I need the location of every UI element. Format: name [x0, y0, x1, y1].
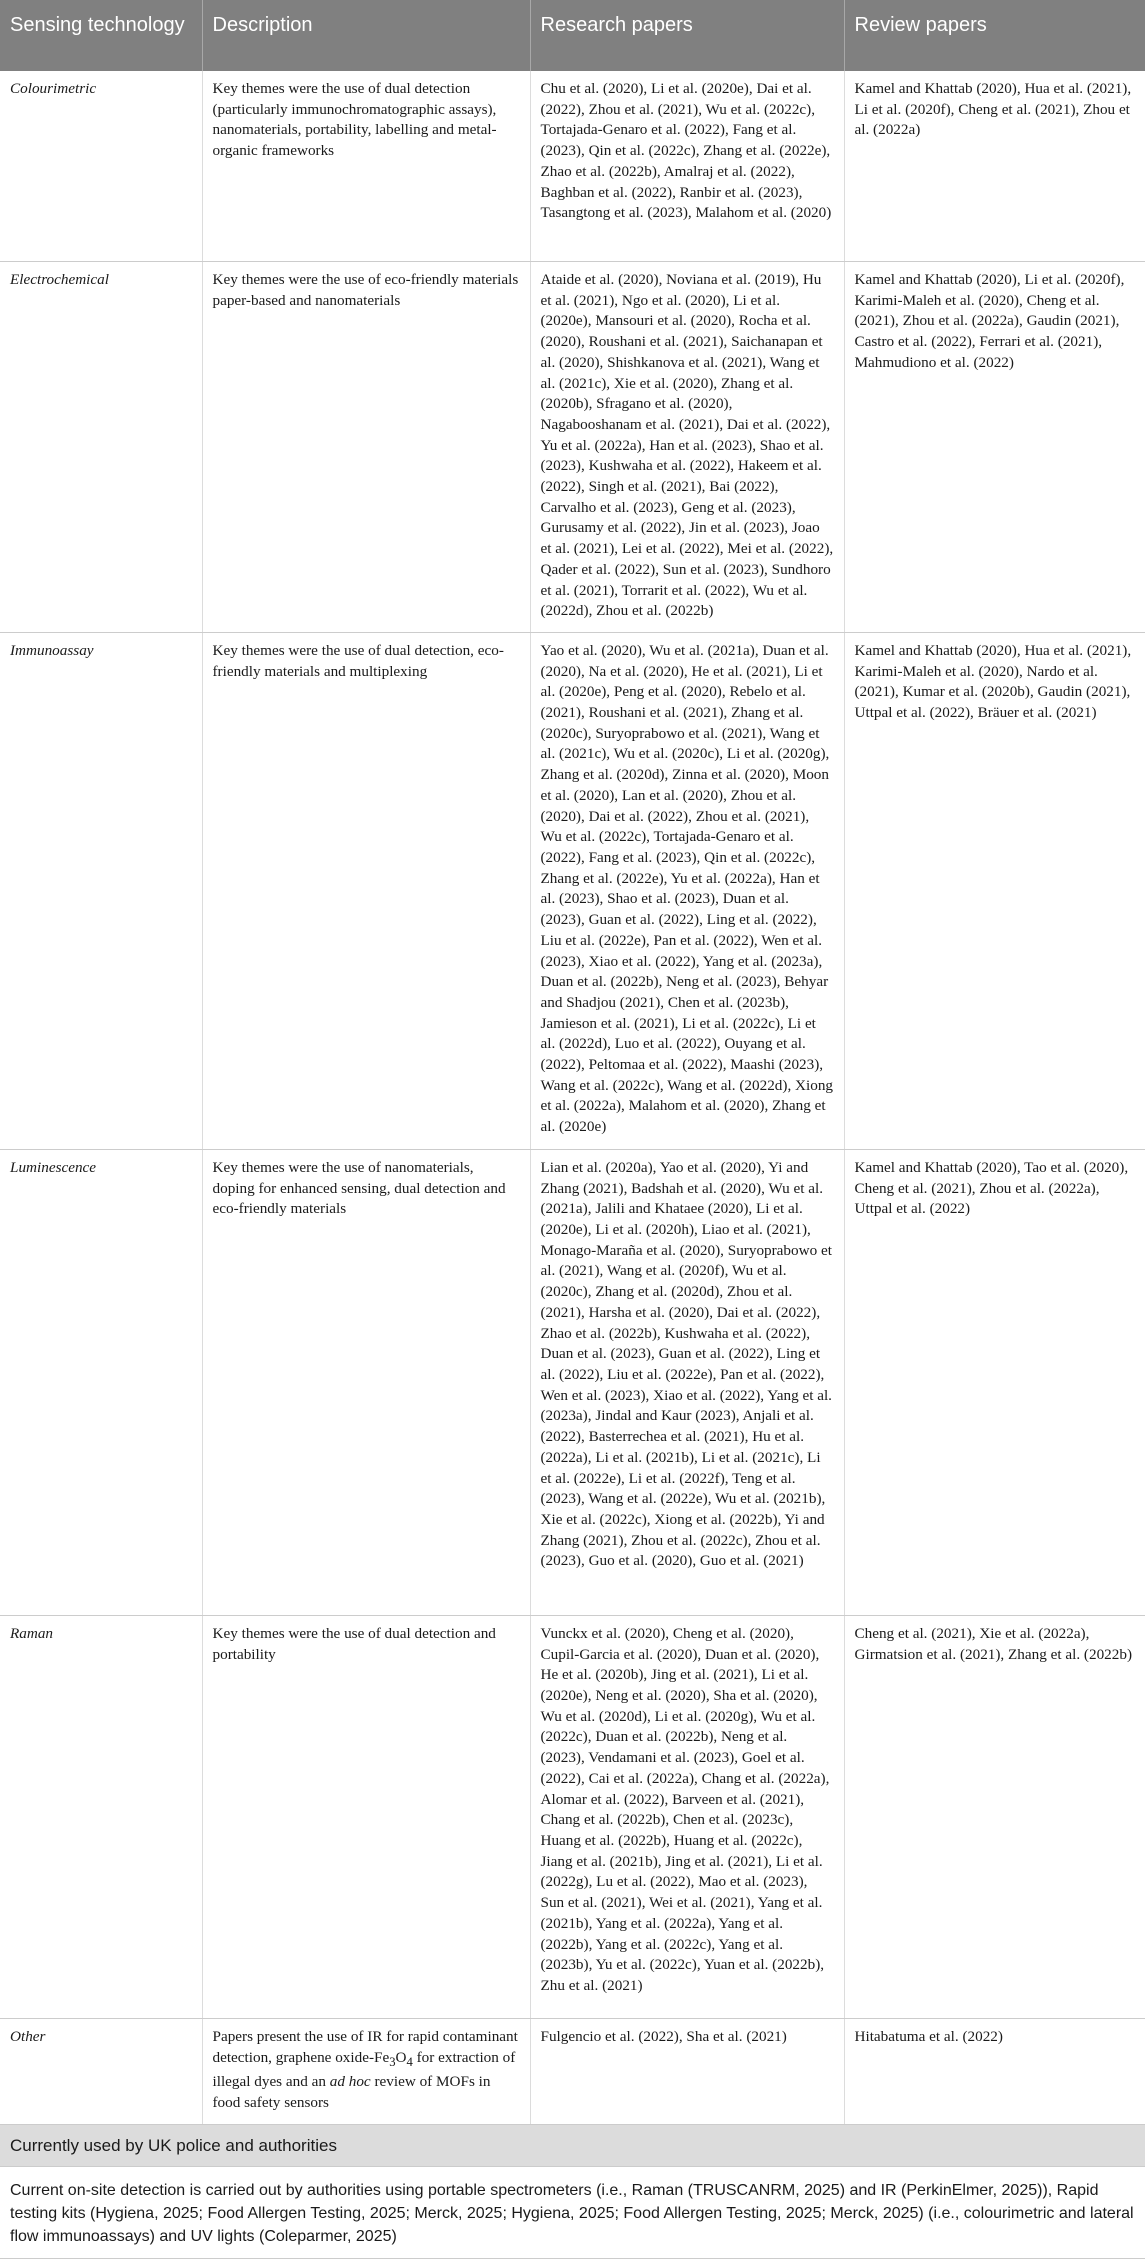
description-cell	[202, 2018, 530, 2124]
description-text: Papers present the use of IR for rapid contaminant detection, graphene oxide-Fe	[212, 2027, 518, 2066]
table-header	[0, 0, 1145, 71]
section-label: Currently used by UK police and authorities	[0, 2124, 1145, 2166]
research-papers-cell: Chu et al. (2020), Li et al. (2020e), Dai et al. (2022), Zhou et al. (2021), Wu et al. (2022c), Tortajada-Genaro et al. (2022), Fang et al. (2023), Qin et al. (2022c), Zhang et al. (2022e), Zhao et al. (2022b), Amalraj et al. (2022), Baghban et al. (2022), Ranbir et al. (2023), Tasangtong et al. (2023), Malahom et al. (2020)	[530, 71, 844, 262]
technology-cell: Raman	[0, 1615, 202, 2018]
review-papers-cell: Cheng et al. (2021), Xie et al. (2022a), Girmatsion et al. (2021), Zhang et al. (2022b)	[844, 1615, 1145, 2018]
technology-cell: Other	[0, 2018, 202, 2124]
table-row	[0, 2018, 1145, 2124]
header-row	[0, 0, 1145, 71]
subscript-4: 4	[406, 2054, 413, 2069]
header-sensing-technology: Sensing technology	[0, 0, 202, 71]
description-cell: Key themes were the use of dual detection, eco-friendly materials and multiplexing	[202, 632, 530, 1149]
description-cell: Key themes were the use of nanomaterials, doping for enhanced sensing, dual detection and eco-friendly materials	[202, 1149, 530, 1615]
research-papers-cell: Fulgencio et al. (2022), Sha et al. (2021)	[530, 2018, 844, 2124]
note-row	[0, 2166, 1145, 2258]
header-research-papers: Research papers	[530, 0, 844, 71]
description-cell: Key themes were the use of dual detection and portability	[202, 1615, 530, 2018]
research-papers-cell: Ataide et al. (2020), Noviana et al. (2019), Hu et al. (2021), Ngo et al. (2020), Li et al. (2020e), Mansouri et al. (2020), Rocha et al. (2020), Roushani et al. (2021), Saichanapan et al. (2020), Shishkanova et al. (2021), Wang et al. (2021c), Xie et al. (2020), Zhang et al. (2020b), Sfragano et al. (2020), Nagabooshanam et al. (2021), Dai et al. (2022), Yu et al. (2022a), Han et al. (2023), Shao et al. (2023), Kushwaha et al. (2022), Hakeem et al. (2022), Singh et al. (2021), Bai (2022), Carvalho et al. (2023), Geng et al. (2023), Gurusamy et al. (2022), Jin et al. (2023), Joao et al. (2021), Lei et al. (2022), Mei et al. (2022), Qader et al. (2022), Sun et al. (2023), Sundhoro et al. (2021), Torrarit et al. (2022), Wu et al. (2022d), Zhou et al. (2022b)	[530, 262, 844, 633]
section-row	[0, 2124, 1145, 2166]
review-papers-cell: Kamel and Khattab (2020), Li et al. (2020f), Karimi-Maleh et al. (2020), Cheng et al. (2021), Zhou et al. (2022a), Gaudin (2021), Castro et al. (2022), Ferrari et al. (2021), Mahmudiono et al. (2022)	[844, 262, 1145, 633]
table-body	[0, 71, 1145, 2258]
description-cell: Key themes were the use of eco-friendly materials paper-based and nanomaterials	[202, 262, 530, 633]
table-row	[0, 1615, 1145, 2018]
technology-cell: Colourimetric	[0, 71, 202, 262]
note-text: Current on-site detection is carried out by authorities using portable spectrometers (i.e., Raman (TRUSCANRM, 2025) and IR (PerkinElmer, 2025)), Rapid testing kits (Hygiena, 2025; Food Allergen Testing, 2025; Merck, 2025; Hygiena, 2025; Food Allergen Testing, 2025; Merck, 2025) (i.e., colourimetric and lateral flow immunoassays) and UV lights (Coleparmer, 2025)	[0, 2166, 1145, 2258]
research-papers-cell: Yao et al. (2020), Wu et al. (2021a), Duan et al. (2020), Na et al. (2020), He et al. (2021), Li et al. (2020e), Peng et al. (2020), Rebelo et al. (2021), Roushani et al. (2021), Zhang et al. (2020c), Suryoprabowo et al. (2021), Wang et al. (2021c), Wu et al. (2020c), Li et al. (2020g), Zhang et al. (2020d), Zinna et al. (2020), Moon et al. (2020), Lan et al. (2020), Zhou et al. (2020), Dai et al. (2022), Zhou et al. (2021), Wu et al. (2022c), Tortajada-Genaro et al. (2022), Fang et al. (2023), Qin et al. (2022c), Zhang et al. (2022e), Yu et al. (2022a), Han et al. (2023), Shao et al. (2023), Duan et al. (2023), Guan et al. (2022), Ling et al. (2022), Liu et al. (2022e), Pan et al. (2022), Wen et al. (2023), Xiao et al. (2022), Yang et al. (2023a), Duan et al. (2022b), Neng et al. (2023), Behyar and Shadjou (2021), Chen et al. (2023b), Jamieson et al. (2021), Li et al. (2022c), Li et al. (2022d), Luo et al. (2022), Ouyang et al. (2022), Peltomaa et al. (2022), Maashi (2023), Wang et al. (2022c), Wang et al. (2022d), Xiong et al. (2022a), Malahom et al. (2020), Zhang et al. (2020e)	[530, 632, 844, 1149]
header-review-papers: Review papers	[844, 0, 1145, 71]
research-papers-cell: Lian et al. (2020a), Yao et al. (2020), Yi and Zhang (2021), Badshah et al. (2020), Wu et al. (2021a), Jalili and Khataee (2020), Li et al. (2020e), Li et al. (2020h), Liao et al. (2021), Monago-Maraña et al. (2020), Suryoprabowo et al. (2021), Wang et al. (2020f), Wu et al. (2020c), Zhang et al. (2020d), Zhou et al. (2021), Harsha et al. (2020), Dai et al. (2022), Zhao et al. (2022b), Kushwaha et al. (2022), Duan et al. (2023), Guan et al. (2022), Ling et al. (2022), Liu et al. (2022e), Pan et al. (2022), Wen et al. (2023), Xiao et al. (2022), Yang et al. (2023a), Jindal and Kaur (2023), Anjali et al. (2022), Basterrechea et al. (2021), Hu et al. (2022a), Li et al. (2021b), Li et al. (2021c), Li et al. (2022e), Li et al. (2022f), Teng et al. (2023), Wang et al. (2022e), Wu et al. (2021b), Xie et al. (2022c), Xiong et al. (2022b), Yi and Zhang (2021), Zhou et al. (2022c), Zhou et al. (2023), Guo et al. (2020), Guo et al. (2021)	[530, 1149, 844, 1615]
review-papers-cell: Kamel and Khattab (2020), Hua et al. (2021), Karimi-Maleh et al. (2020), Nardo et al. (2021), Kumar et al. (2020b), Gaudin (2021), Uttpal et al. (2022), Bräuer et al. (2021)	[844, 632, 1145, 1149]
description-text: for extraction of illegal dyes and an	[212, 2048, 516, 2091]
table-row	[0, 632, 1145, 1149]
table-row	[0, 71, 1145, 262]
header-description: Description	[202, 0, 530, 71]
review-papers-cell: Kamel and Khattab (2020), Hua et al. (2021), Li et al. (2020f), Cheng et al. (2021), Zhou et al. (2022a)	[844, 71, 1145, 262]
description-italic: ad hoc	[329, 2073, 371, 2091]
description-text: O	[395, 2048, 407, 2066]
review-papers-cell: Kamel and Khattab (2020), Tao et al. (2020), Cheng et al. (2021), Zhou et al. (2022a), Uttpal et al. (2022)	[844, 1149, 1145, 1615]
description-text: review of MOFs in food safety sensors	[212, 2073, 491, 2112]
table-row	[0, 262, 1145, 633]
research-papers-cell: Vunckx et al. (2020), Cheng et al. (2020), Cupil-Garcia et al. (2020), Duan et al. (2020), He et al. (2020b), Jing et al. (2021), Li et al. (2020e), Neng et al. (2020), Sha et al. (2020), Wu et al. (2020d), Li et al. (2020g), Wu et al. (2022c), Duan et al. (2022b), Neng et al. (2023), Vendamani et al. (2023), Goel et al. (2022), Cai et al. (2022a), Chang et al. (2022a), Alomar et al. (2022), Barveen et al. (2021), Chang et al. (2022b), Chen et al. (2023c), Huang et al. (2022b), Huang et al. (2022c), Jiang et al. (2021b), Jing et al. (2021), Li et al. (2022g), Lu et al. (2022), Mao et al. (2023), Sun et al. (2021), Wei et al. (2021), Yang et al. (2021b), Yang et al. (2022a), Yang et al. (2022b), Yang et al. (2022c), Yang et al. (2023b), Yu et al. (2022c), Yuan et al. (2022b), Zhu et al. (2021)	[530, 1615, 844, 2018]
review-papers-cell: Hitabatuma et al. (2022)	[844, 2018, 1145, 2124]
technology-cell: Electrochemical	[0, 262, 202, 633]
subscript-3: 3	[389, 2054, 396, 2069]
technology-cell: Immunoassay	[0, 632, 202, 1149]
description-cell: Key themes were the use of dual detection (particularly immunochromatographic assays), nanomaterials, portability, labelling and metal-organic frameworks	[202, 71, 530, 262]
table-row	[0, 1149, 1145, 1615]
technology-cell: Luminescence	[0, 1149, 202, 1615]
